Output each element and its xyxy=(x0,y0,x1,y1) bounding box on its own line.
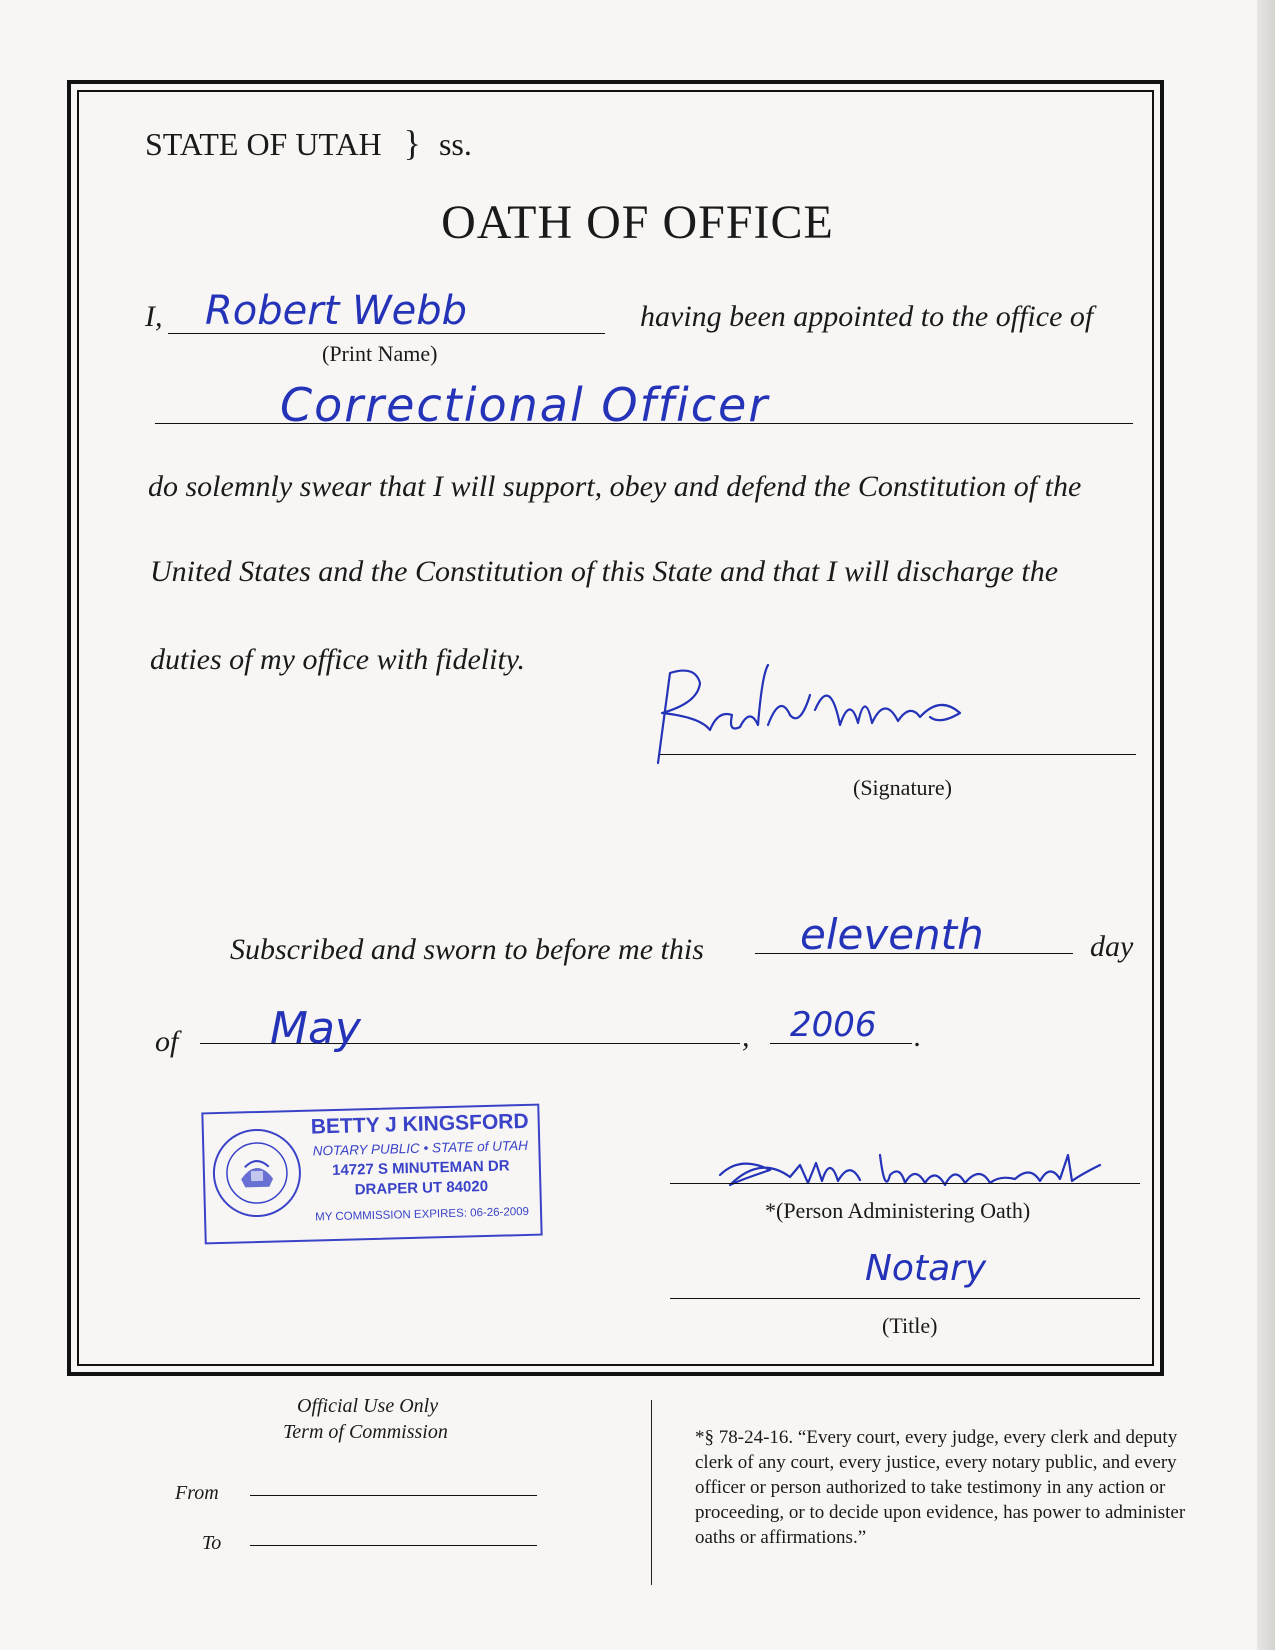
oath-line-3: duties of my office with fidelity. xyxy=(150,643,525,676)
stamp-line-1: NOTARY PUBLIC • STATE of UTAH xyxy=(312,1137,529,1159)
term-label: Term of Commission xyxy=(283,1421,448,1443)
handwritten-day: eleventh xyxy=(800,910,984,959)
footer-divider xyxy=(651,1400,652,1585)
oath-line-1: do solemnly swear that I will support, obey and defend the Constitution of the xyxy=(148,470,1082,503)
handwritten-office: Correctional Officer xyxy=(280,378,770,432)
from-label: From xyxy=(175,1482,219,1504)
stamp-line-4: MY COMMISSION EXPIRES: 06-26-2009 xyxy=(315,1205,530,1224)
title-caption: (Title) xyxy=(882,1313,938,1338)
to-rule xyxy=(250,1545,537,1546)
stamp-line-3: DRAPER UT 84020 xyxy=(354,1177,489,1199)
signature-caption: (Signature) xyxy=(853,775,952,800)
handwritten-name: Robert Webb xyxy=(205,288,468,334)
handwritten-title: Notary xyxy=(865,1248,987,1289)
period: . xyxy=(914,1020,922,1053)
title-rule xyxy=(670,1298,1140,1299)
state-brace: } xyxy=(403,123,421,163)
statute-text: *§ 78-24-16. “Every court, every judge, every clerk and deputy clerk of any court, every justice, every notary public, and every officer or person authorized to take testimony in any action or proceeding, or to decide upon evidence, has power to administer oaths or affirmations.” xyxy=(695,1427,1186,1548)
official-use-label: Official Use Only xyxy=(297,1395,439,1417)
of-label: of xyxy=(155,1025,179,1058)
oath-line-2: United States and the Constitution of this State and that I will discharge the xyxy=(150,555,1059,588)
state-name: STATE OF UTAH xyxy=(145,126,382,162)
signature-rule xyxy=(660,754,1136,755)
state-heading xyxy=(145,122,472,164)
comma: , xyxy=(742,1020,750,1053)
handwritten-month: May xyxy=(270,1003,361,1054)
stamp-line-2: 14727 S MINUTEMAN DR xyxy=(331,1157,510,1180)
state-seal-icon xyxy=(210,1126,304,1220)
day-label: day xyxy=(1090,930,1134,963)
from-rule xyxy=(250,1495,537,1496)
ss-label: ss. xyxy=(438,126,472,162)
administrator-caption: *(Person Administering Oath) xyxy=(765,1198,1031,1223)
appointed-text: having been appointed to the office of xyxy=(640,300,1094,333)
administrator-signature xyxy=(700,1135,1120,1205)
administrator-rule xyxy=(670,1183,1140,1184)
handwritten-year: 2006 xyxy=(790,1005,877,1045)
oath-prefix: I, xyxy=(145,300,163,333)
stamp-name: BETTY J KINGSFORD xyxy=(310,1109,529,1139)
to-label: To xyxy=(202,1532,222,1554)
page-title: OATH OF OFFICE xyxy=(441,196,834,249)
oath-signature xyxy=(640,655,1040,770)
name-caption: (Print Name) xyxy=(322,341,438,366)
subscribed-text: Subscribed and sworn to before me this xyxy=(230,933,704,966)
notary-stamp xyxy=(201,1104,542,1245)
